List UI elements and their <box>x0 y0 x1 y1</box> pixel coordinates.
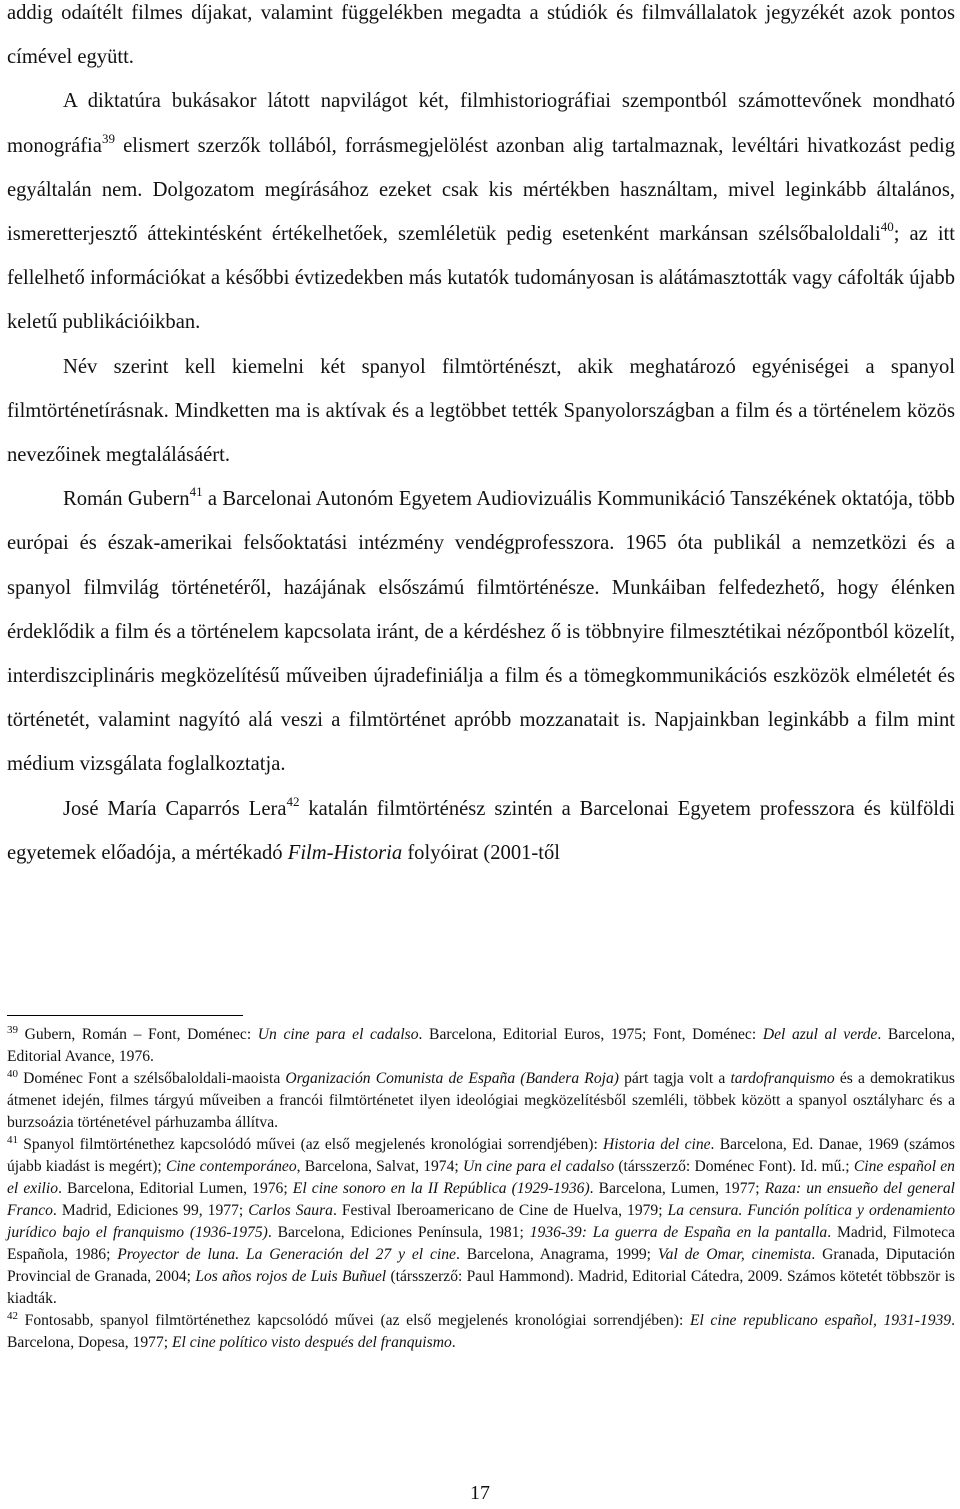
footnote-title: La censura. Función política y ordenamiento jurídico bajo el franquismo (1936-1975) <box>7 1202 955 1241</box>
footnote-41 <box>7 1134 955 1310</box>
paragraph-caparros <box>7 787 955 875</box>
footnote-title: El cine político visto después del franquismo <box>171 1334 452 1351</box>
footnote-text: . Festival Iberoamericano de Cine de Huelva, 1979; <box>332 1202 668 1219</box>
footnote-text: Doménec Font a szélsőbaloldali-maoista <box>18 1070 286 1087</box>
footnote-text: (társszerző: Paul Hammond). Madrid, Editorial Cátedra, 2009. Számos kötetét többször is kiadták. <box>7 1268 956 1307</box>
footnote-text: . Madrid, Filmoteca Española, 1986; <box>7 1224 955 1263</box>
footnote-text: . Barcelona, Editorial Lumen, 1976; <box>58 1180 293 1197</box>
footnote-text: . Granada, Diputación Provincial de Granada, 2004; <box>7 1246 955 1285</box>
footnote-number: 40 <box>7 1068 18 1080</box>
document-page <box>7 0 955 875</box>
footnote-title: Los años rojos de Luis Buñuel <box>195 1268 387 1285</box>
paragraph-continued <box>7 0 955 79</box>
footnote-title: Proyector de luna. La Generación del 27 y el cine <box>117 1246 456 1263</box>
page-number: 17 <box>470 1482 490 1504</box>
footnote-ref-41[interactable]: 41 <box>189 484 203 500</box>
paragraph-text: José María Caparrós Lera <box>63 797 287 820</box>
footnote-title: Raza: un ensueño del general Franco <box>7 1180 955 1219</box>
footnote-title: Organización Comunista de España (Bandera Roja) <box>285 1070 619 1087</box>
footnote-title: El cine sonoro en la II República (1929-1936) <box>292 1180 590 1197</box>
footnote-text: . Madrid, Ediciones 99, 1977; <box>52 1202 249 1219</box>
paragraph-text: Román Gubern <box>63 488 190 511</box>
paragraph-text: katalán filmtörténész szintén a Barcelonai Egyetem professzora és külföldi egyetemek előadója, a mértékadó <box>7 797 955 864</box>
footnote-42 <box>7 1310 955 1354</box>
footnote-title: El cine republicano español, 1931-1939 <box>689 1312 952 1329</box>
footnotes <box>7 1024 955 1354</box>
footnote-number: 41 <box>7 1134 18 1146</box>
footnote-title: Un cine para el cadalso <box>257 1026 419 1043</box>
paragraph-gubern <box>7 477 955 786</box>
footnote-title: Del azul al verde <box>762 1026 878 1043</box>
footnote-text: . Barcelona, Ed. Danae, 1969 (számos újabb kiadást is megért); <box>7 1136 955 1175</box>
footnote-40 <box>7 1068 955 1134</box>
footnote-text: . Barcelona, Editorial Avance, 1976. <box>7 1026 955 1065</box>
paragraph-text: A diktatúra bukásakor látott napvilágot két, filmhistoriográfiai szempontból számottevőnek mondható monográfia <box>7 90 955 157</box>
paragraph-text: folyóirat (2001-től <box>402 841 561 864</box>
paragraph-monographs <box>7 79 955 344</box>
footnote-separator <box>7 1015 243 1016</box>
footnote-text: . Barcelona, Lumen, 1977; <box>589 1180 765 1197</box>
footnote-text: . Barcelona, Anagrama, 1999; <box>455 1246 658 1263</box>
main-text <box>7 0 955 875</box>
footnote-text: . Barcelona, Dopesa, 1977; <box>7 1312 955 1351</box>
footnote-ref-40[interactable]: 40 <box>880 219 894 235</box>
footnote-text: párt tagja volt a <box>618 1070 731 1087</box>
footnote-title: 1936-39: La guerra de España en la pantalla <box>529 1224 828 1241</box>
footnote-text: Gubern, Román – Font, Doménec: <box>18 1026 258 1043</box>
footnote-text: . <box>451 1334 456 1351</box>
footnote-text: és a demokratikus átmenet idején, filmes tárgyú műveiben a francói filmtörténetet ilyen ideológiai megközelítésből szemléli, többek között a spanyol osztályharc és a burzsoázia történetével párhuzamba állítva. <box>7 1070 955 1131</box>
footnote-text: . Barcelona, Ediciones Península, 1981; <box>267 1224 530 1241</box>
footnote-title: Un cine para el cadalso <box>462 1158 615 1175</box>
footnote-title: Carlos Saura <box>248 1202 333 1219</box>
footnote-39 <box>7 1024 955 1068</box>
paragraph-historians <box>7 345 955 478</box>
footnote-ref-39[interactable]: 39 <box>101 130 115 146</box>
paragraph-text: addig odaítélt filmes díjakat, valamint függelékben megadta a stúdiók és filmvállalatok jegyzékét azok pontos címével együtt. <box>7 2 955 69</box>
footnote-title: Val de Omar, cinemista <box>657 1246 812 1263</box>
journal-title: Film-Historia <box>287 841 403 864</box>
footnote-title: tardofranquismo <box>730 1070 835 1087</box>
footnote-number: 42 <box>7 1310 18 1322</box>
footnote-title: Cine español en el exilio <box>7 1158 955 1197</box>
paragraph-text: ; az itt fellelhető információkat a későbbi évtizedekben más kutatók tudományosan is alátámasztották vagy cáfolták újabb keletű publikációikban. <box>7 223 955 334</box>
footnote-text: Fontosabb, spanyol filmtörténethez kapcsolódó művei (az első megjelenés kronológiai sorrendjében): <box>18 1312 690 1329</box>
footnote-title: Cine contemporáneo <box>165 1158 297 1175</box>
footnote-text: , Barcelona, Salvat, 1974; <box>296 1158 463 1175</box>
paragraph-text: elismert szerzők tollából, forrásmegjelölést azonban alig tartalmaznak, levéltári hivatkozást pedig egyáltalán nem. Dolgozatom megírásához ezeket csak kis mértékben használtam, mivel leginkább általános, ismeretterjesztő áttekintésként értékelhetőek, szemléletük pedig esetenként markánsan szélsőbaloldali <box>7 134 955 246</box>
footnote-number: 39 <box>7 1024 18 1036</box>
paragraph-text: Név szerint kell kiemelni két spanyol filmtörténészt, akik meghatározó egyéniségei a spanyol filmtörténetírásnak. Mindketten ma is aktívak és a legtöbbet tették Spanyolországban a film és a történelem közös nevezőinek megtalálásáért. <box>7 355 955 467</box>
footnote-title: Historia del cine <box>603 1136 711 1153</box>
footnote-text: (társszerző: Doménec Font). Id. mű.; <box>614 1158 854 1175</box>
footnote-text: . Barcelona, Editorial Euros, 1975; Font, Doménec: <box>418 1026 763 1043</box>
paragraph-text: a Barcelonai Autonóm Egyetem Audiovizuális Kommunikáció Tanszékének oktatója, több európai és észak-amerikai felsőoktatási intézmény vendégprofesszora. 1965 óta publikál a nemzetközi és a spanyol filmvilág történetéről, hazájának elsőszámú filmtörténésze. Munkáiban felfedezhető, hogy élénken érdeklődik a film és a történelem kapcsolata iránt, de a kérdéshez ő is többnyire filmesztétikai nézőpontból közelít, interdiszciplináris megközelítésű műveiben újradefiniálja a film és a tömegkommunikációs eszközök elméletét és történetét, valamint nagyító alá veszi a filmtörténet apróbb mozzanatait is. Napjainkban leginkább a film mint médium vizsgálata foglalkoztatja. <box>7 488 955 776</box>
footnote-text: Spanyol filmtörténethez kapcsolódó művei (az első megjelenés kronológiai sorrendjében): <box>18 1136 604 1153</box>
footnote-ref-42[interactable]: 42 <box>286 793 300 809</box>
